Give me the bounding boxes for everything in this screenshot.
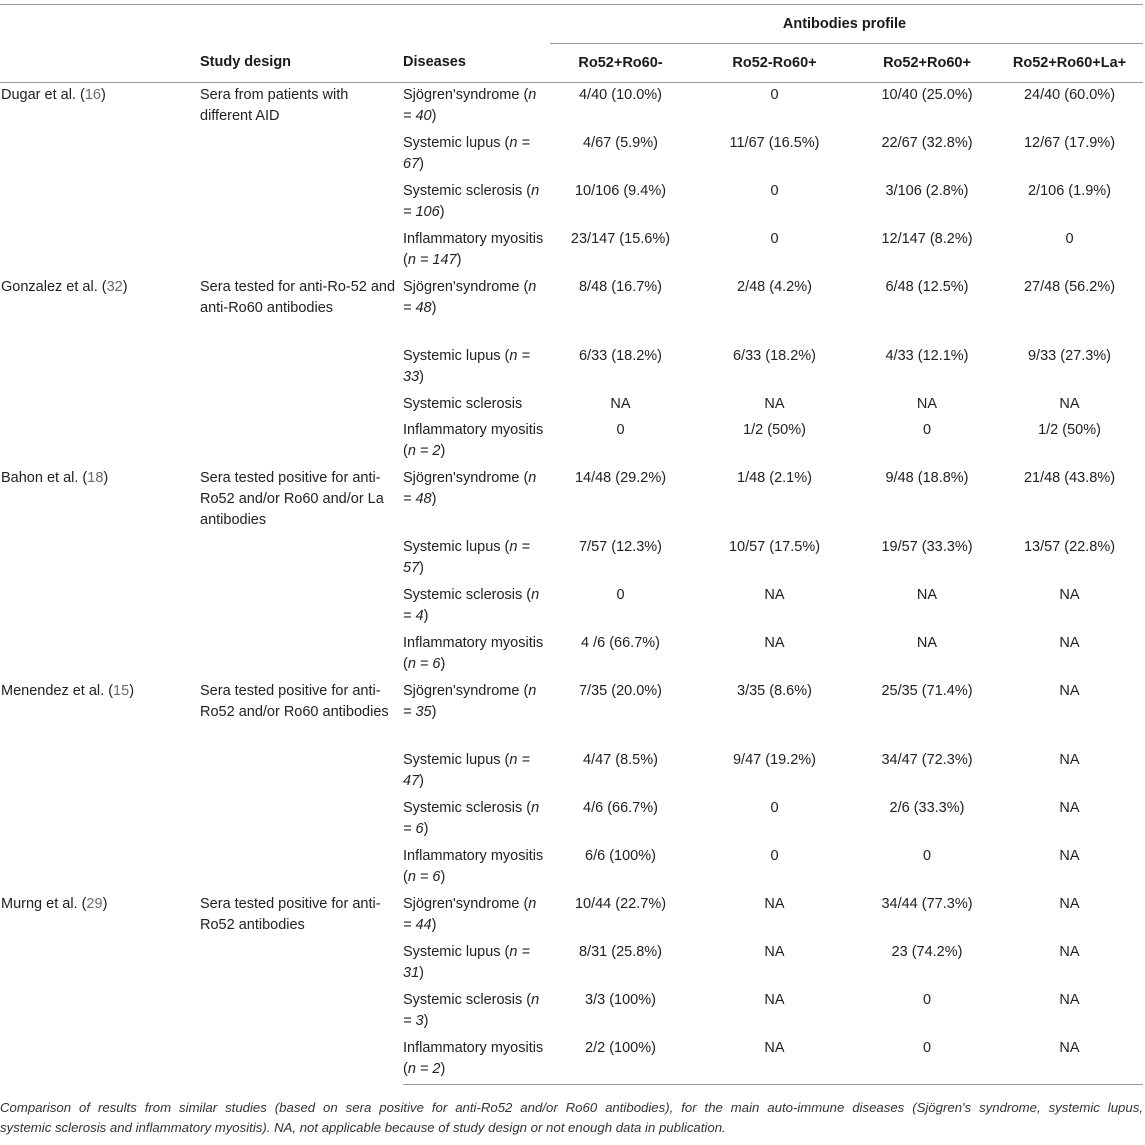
sample-size: n = 48 (403, 470, 537, 507)
value-cell: 6/33 (18.2%) (578, 348, 663, 364)
caption-line-1: Comparison of results from similar studies (based on sera positive for anti-Ro52 and/or Ro60 antibodies), for the main auto-immune diseases (Sjögren's syndrome, systemic lupus, (0, 1100, 1143, 1115)
column-header-ro52-pos-ro60-neg: Ro52+Ro60- (550, 44, 695, 83)
value-cell: 19/57 (33.3%) (881, 539, 973, 555)
sample-size: n = 48 (403, 279, 537, 316)
disease-name: Systemic lupus (403, 348, 501, 364)
disease-cell: Systemic sclerosis (n = 4) (403, 587, 540, 624)
disease-name: Inflammatory myositis (403, 422, 544, 438)
study-design: Sera tested positive for anti-Ro52 and/or Ro60 and/or La antibodies (200, 470, 384, 528)
disease-cell: Inflammatory myositis (n = 147) (403, 231, 544, 268)
disease-cell: Sjögren'syndrome (n = 40) (403, 87, 537, 124)
column-header-ro52-pos-ro60-pos: Ro52+Ro60+ (858, 44, 1000, 83)
disease-cell: Sjögren'syndrome (n = 35) (403, 683, 537, 720)
value-cell: 9/33 (27.3%) (1027, 348, 1112, 364)
sample-size: n = 2 (407, 443, 441, 459)
value-cell: 1/48 (2.1%) (737, 470, 812, 486)
table-row (0, 892, 1143, 940)
value-cell: NA (1059, 848, 1080, 864)
study-author: Murng et al. ( (1, 896, 87, 912)
value-cell: NA (1059, 944, 1080, 960)
sample-size: n = 33 (403, 348, 530, 385)
value-cell: NA (764, 587, 785, 603)
disease-name: Inflammatory myositis (403, 635, 544, 651)
disease-cell: Inflammatory myositis (n = 2) (403, 422, 544, 459)
value-cell: 0 (616, 422, 625, 438)
value-cell: 0 (770, 87, 779, 103)
value-cell: 8/31 (25.8%) (578, 944, 663, 960)
disease-cell: Systemic sclerosis (n = 106) (403, 183, 540, 220)
disease-name: Systemic lupus (403, 135, 501, 151)
disease-name: Sjögren'syndrome (403, 87, 520, 103)
value-cell: 3/3 (100%) (585, 992, 656, 1008)
value-cell: 2/6 (33.3%) (889, 800, 965, 816)
value-cell: NA (1059, 683, 1080, 699)
value-cell: 2/48 (4.2%) (737, 279, 812, 295)
sample-size: n = 35 (403, 683, 537, 720)
disease-name: Inflammatory myositis (403, 231, 544, 247)
sample-size: n = 106 (403, 183, 540, 220)
study-design: Sera tested positive for anti-Ro52 and/or Ro60 antibodies (200, 683, 389, 720)
value-cell: 0 (770, 231, 779, 247)
value-cell: NA (1059, 752, 1080, 768)
study-author: Bahon et al. ( (1, 470, 88, 486)
disease-cell: Inflammatory myositis (n = 6) (403, 635, 544, 672)
disease-cell: Systemic lupus (n = 47) (403, 752, 530, 789)
disease-name: Systemic sclerosis (403, 992, 523, 1008)
value-cell: 6/33 (18.2%) (732, 348, 817, 364)
value-cell: 2/2 (100%) (550, 1036, 695, 1085)
reference-link[interactable]: 15 (113, 683, 130, 699)
sample-size: n = 6 (407, 656, 441, 672)
value-cell: NA (916, 587, 938, 603)
value-cell: NA (764, 944, 785, 960)
disease-cell: Systemic lupus (n = 67) (403, 135, 530, 172)
disease-name: Systemic sclerosis (403, 183, 523, 199)
disease-cell: Inflammatory myositis (n = 6) (403, 848, 544, 885)
disease-cell: Inflammatory myositis (n = 2) (403, 1036, 550, 1085)
value-cell: NA (764, 896, 785, 912)
table-row (0, 466, 1143, 535)
disease-cell: Systemic lupus (n = 57) (403, 539, 530, 576)
study-design: Sera tested positive for anti-Ro52 antibodies (200, 896, 381, 933)
disease-cell: Sjögren'syndrome (n = 48) (403, 470, 537, 507)
sample-size: n = 57 (403, 539, 530, 576)
study-design-cell (200, 83, 403, 276)
value-cell: 12/67 (17.9%) (1023, 135, 1116, 151)
reference-link[interactable]: 18 (87, 470, 104, 486)
value-cell: 6/6 (100%) (585, 848, 656, 864)
value-cell: 12/147 (8.2%) (881, 231, 973, 247)
caption-line-2: systemic sclerosis and inflammatory myositis). NA, not applicable because of study design or not enough data in publication. (0, 1120, 726, 1135)
value-cell: 0 (1065, 231, 1074, 247)
disease-name: Sjögren'syndrome (403, 470, 520, 486)
value-cell: NA (1059, 800, 1080, 816)
value-cell: 1/2 (50%) (1038, 422, 1101, 438)
table-header (0, 5, 1143, 83)
sample-size: n = 47 (403, 752, 530, 789)
antibodies-profile-header: Antibodies profile (550, 5, 1143, 44)
value-cell: 9/48 (18.8%) (885, 470, 969, 486)
study-author-cell (0, 275, 200, 466)
value-cell: 2/106 (1.9%) (1027, 183, 1112, 199)
value-cell: 34/47 (72.3%) (881, 752, 973, 768)
study-author: Dugar et al. ( (1, 87, 85, 103)
value-cell: 22/67 (32.8%) (881, 135, 973, 151)
sample-size: n = 31 (403, 944, 530, 981)
value-cell: 21/48 (43.8%) (1023, 470, 1116, 486)
disease-cell: Systemic sclerosis (n = 3) (403, 992, 540, 1029)
value-cell: NA (610, 396, 631, 412)
value-cell: 13/57 (22.8%) (1023, 539, 1116, 555)
value-cell: NA (764, 396, 785, 412)
reference-close-paren: ) (100, 87, 106, 103)
value-cell: 23/147 (15.6%) (570, 231, 671, 247)
value-cell: NA (1059, 635, 1080, 651)
disease-cell: Systemic lupus (n = 33) (403, 348, 530, 385)
disease-name: Sjögren'syndrome (403, 683, 520, 699)
sample-size: n = 40 (403, 87, 537, 124)
sample-size: n = 44 (403, 896, 537, 933)
value-cell: NA (1059, 396, 1080, 412)
value-cell: 0 (770, 183, 779, 199)
value-cell: NA (764, 992, 785, 1008)
study-author-cell (0, 679, 200, 892)
disease-name: Systemic sclerosis (403, 396, 523, 412)
study-author: Menendez et al. ( (1, 683, 114, 699)
value-cell: NA (1059, 896, 1080, 912)
value-cell: 0 (922, 422, 932, 438)
study-design-cell (200, 466, 403, 679)
study-design-cell (200, 275, 403, 466)
disease-cell: Systemic sclerosis (n = 6) (403, 800, 540, 837)
column-header-study-design: Study design (200, 44, 403, 83)
disease-name: Systemic lupus (403, 539, 501, 555)
sample-size: n = 3 (403, 992, 540, 1029)
study-design-cell (200, 892, 403, 1085)
value-cell: 1/2 (50%) (743, 422, 806, 438)
value-cell: NA (1000, 1036, 1143, 1085)
sample-size: n = 6 (407, 869, 441, 885)
reference-link[interactable]: 29 (86, 896, 103, 912)
value-cell: NA (1059, 992, 1080, 1008)
table-body (0, 83, 1143, 1085)
reference-close-paren: ) (102, 896, 108, 912)
column-header-diseases: Diseases (403, 44, 550, 83)
table-row (0, 679, 1143, 748)
value-cell: 0 (922, 848, 932, 864)
disease-name: Systemic lupus (403, 752, 501, 768)
value-cell: 24/40 (60.0%) (1023, 87, 1116, 103)
value-cell: 10/106 (9.4%) (574, 183, 667, 199)
disease-name: Systemic sclerosis (403, 587, 523, 603)
value-cell: NA (916, 635, 938, 651)
value-cell: 10/40 (25.0%) (881, 87, 973, 103)
table-row (0, 83, 1143, 132)
reference-close-paren: ) (103, 470, 109, 486)
study-author: Gonzalez et al. ( (1, 279, 107, 295)
value-cell: 4/6 (66.7%) (583, 800, 658, 816)
value-cell: 4/40 (10.0%) (578, 87, 663, 103)
study-design: Sera tested for anti-Ro-52 and anti-Ro60 antibodies (200, 279, 396, 316)
value-cell: 11/67 (16.5%) (729, 135, 820, 151)
sample-size: n = 147 (407, 252, 457, 268)
value-cell: 7/57 (12.3%) (578, 539, 663, 555)
study-author-cell (0, 83, 200, 276)
disease-name: Systemic lupus (403, 944, 501, 960)
value-cell: 4/33 (12.1%) (885, 348, 969, 364)
study-author-cell (0, 466, 200, 679)
value-cell: 4/47 (8.5%) (583, 752, 658, 768)
table-row (0, 275, 1143, 344)
value-cell: 10/57 (17.5%) (728, 539, 821, 555)
disease-cell (403, 392, 550, 418)
sample-size: n = 6 (403, 800, 540, 837)
reference-link[interactable]: 32 (106, 279, 123, 295)
disease-name: Sjögren'syndrome (403, 896, 520, 912)
value-cell: NA (764, 635, 785, 651)
reference-close-paren: ) (122, 279, 128, 295)
value-cell: 14/48 (29.2%) (574, 470, 667, 486)
value-cell: 3/106 (2.8%) (885, 183, 969, 199)
disease-cell: Sjögren'syndrome (n = 44) (403, 896, 537, 933)
study-design: Sera from patients with different AID (200, 87, 349, 124)
value-cell: 23 (74.2%) (891, 944, 963, 960)
value-cell: 9/47 (19.2%) (732, 752, 817, 768)
column-header-ro52-ro60-la-pos: Ro52+Ro60+La+ (1000, 44, 1143, 83)
value-cell: NA (1059, 587, 1080, 603)
value-cell: 8/48 (16.7%) (578, 279, 663, 295)
study-design-cell (200, 679, 403, 892)
value-cell: 0 (770, 800, 779, 816)
sample-size: n = 67 (403, 135, 530, 172)
disease-name: Inflammatory myositis (403, 848, 544, 864)
value-cell: 0 (922, 992, 932, 1008)
value-cell: 27/48 (56.2%) (1023, 279, 1116, 295)
column-header-ro52-neg-ro60-pos: Ro52-Ro60+ (695, 44, 858, 83)
disease-name: Sjögren'syndrome (403, 279, 520, 295)
value-cell: 4 /6 (66.7%) (581, 635, 660, 651)
value-cell: 3/35 (8.6%) (737, 683, 812, 699)
disease-name: Systemic sclerosis (403, 800, 523, 816)
sample-size: n = 4 (403, 587, 540, 624)
value-cell: 0 (770, 848, 779, 864)
reference-link[interactable]: 16 (84, 87, 101, 103)
table-caption (0, 1098, 1143, 1138)
value-cell: 4/67 (5.9%) (583, 135, 658, 151)
disease-cell: Sjögren'syndrome (n = 48) (403, 279, 537, 316)
value-cell: NA (695, 1036, 858, 1085)
antibody-profile-table (0, 4, 1143, 1085)
study-author-cell (0, 892, 200, 1085)
value-cell: 10/44 (22.7%) (574, 896, 667, 912)
value-cell: 7/35 (20.0%) (578, 683, 663, 699)
value-cell: 0 (858, 1036, 1000, 1085)
disease-name: Inflammatory myositis (403, 1040, 544, 1056)
value-cell: NA (916, 396, 938, 412)
value-cell: 0 (616, 587, 625, 603)
value-cell: 25/35 (71.4%) (881, 683, 973, 699)
value-cell: 34/44 (77.3%) (881, 896, 973, 912)
sample-size: n = 2 (407, 1061, 441, 1077)
disease-cell: Systemic lupus (n = 31) (403, 944, 530, 981)
reference-close-paren: ) (129, 683, 135, 699)
value-cell: 6/48 (12.5%) (885, 279, 969, 295)
